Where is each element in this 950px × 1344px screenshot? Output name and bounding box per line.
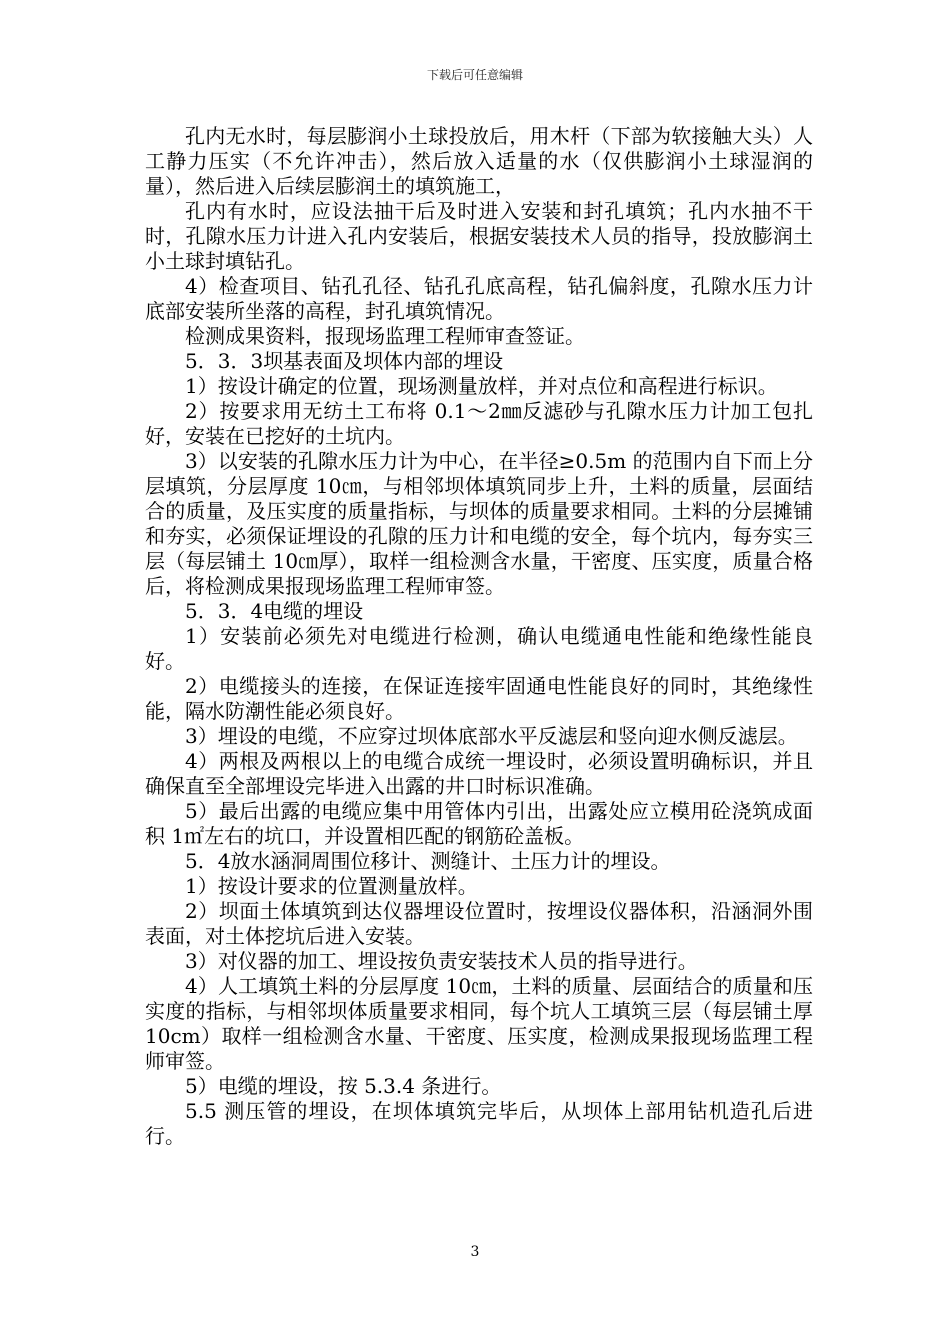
paragraph: 1）按设计要求的位置测量放样。 bbox=[185, 874, 478, 898]
paragraph: 2）坝面土体填筑到达仪器埋设位置时，按埋设仪器体积，沿涵洞外围表面，对土体挖坑后进入安装。 bbox=[145, 899, 813, 948]
paragraph: 孔内无水时，每层膨润小土球投放后，用木杆（下部为软接触大头）人工静力压实（不允许冲击），然后放入适量的水（仅供膨润小土球湿润的量），然后进入后续层膨润土的填筑施工， bbox=[145, 124, 813, 198]
paragraph: 3）对仪器的加工、埋设按负责安装技术人员的指导进行。 bbox=[185, 949, 698, 973]
paragraph: 5）最后出露的电缆应集中用管体内引出，出露处应立模用砼浇筑成面积 1㎡左右的坑口，并设置相匹配的钢筋砼盖板。 bbox=[145, 799, 813, 848]
section-heading: 5．3．3坝基表面及坝体内部的埋设 bbox=[185, 349, 504, 373]
document-body bbox=[145, 124, 813, 1149]
section-heading: 5．4放水涵洞周围位移计、测缝计、土压力计的埋设。 bbox=[185, 849, 671, 873]
paragraph: 4）检查项目、钻孔孔径、钻孔孔底高程，钻孔偏斜度，孔隙水压力计底部安装所坐落的高程，封孔填筑情况。 bbox=[145, 274, 813, 323]
paragraph: 4）两根及两根以上的电缆合成统一埋设时，必须设置明确标识，并且确保直至全部埋设完毕进入出露的井口时标识准确。 bbox=[145, 749, 813, 798]
paragraph: 孔内有水时，应设法抽干后及时进入安装和封孔填筑；孔内水抽不干时，孔隙水压力计进入孔内安装后，根据安装技术人员的指导，投放膨润土小土球封填钻孔。 bbox=[145, 199, 813, 273]
page-number: 3 bbox=[470, 1244, 480, 1260]
paragraph: 2）电缆接头的连接，在保证连接牢固通电性能良好的同时，其绝缘性能，隔水防潮性能必须良好。 bbox=[145, 674, 813, 723]
paragraph: 1）安装前必须先对电缆进行检测，确认电缆通电性能和绝缘性能良好。 bbox=[145, 624, 813, 673]
paragraph: 5）电缆的埋设，按 5.3.4 条进行。 bbox=[185, 1074, 502, 1098]
paragraph: 3）埋设的电缆，不应穿过坝体底部水平反滤层和竖向迎水侧反滤层。 bbox=[185, 724, 798, 748]
paragraph: 5.5 测压管的埋设，在坝体填筑完毕后，从坝体上部用钻机造孔后进行。 bbox=[145, 1099, 813, 1148]
paragraph: 3）以安装的孔隙水压力计为中心，在半径≥0.5m 的范围内自下而上分层填筑，分层厚度 10㎝，与相邻坝体填筑同步上升，土料的质量，层面结合的质量，及压实度的质量指标，与坝体的质量要求相同。土料的分层摊铺和夯实，必须保证埋设的孔隙的压力计和电缆的安全，每个坑内，每夯实三层（每层铺土 10㎝厚），取样一组检测含水量，干密度、压实度，质量合格后，将检测成果报现场监理工程师审签。 bbox=[145, 449, 813, 598]
paragraph: 检测成果资料，报现场监理工程师审查签证。 bbox=[185, 324, 585, 348]
section-heading: 5．3．4电缆的埋设 bbox=[185, 599, 364, 623]
page-header: 下载后可任意编辑 bbox=[426, 68, 523, 82]
paragraph: 4）人工填筑土料的分层厚度 10㎝，土料的质量、层面结合的质量和压实度的指标，与相邻坝体质量要求相同，每个坑人工填筑三层（每层铺土厚 10cm）取样一组检测含水量、干密度、压实度，检测成果报现场监理工程师审签。 bbox=[145, 974, 813, 1073]
paragraph: 1）按设计确定的位置，现场测量放样，并对点位和高程进行标识。 bbox=[185, 374, 778, 398]
paragraph: 2）按要求用无纺土工布将 0.1～2㎜反滤砂与孔隙水压力计加工包扎好，安装在已挖好的土坑内。 bbox=[145, 399, 813, 448]
